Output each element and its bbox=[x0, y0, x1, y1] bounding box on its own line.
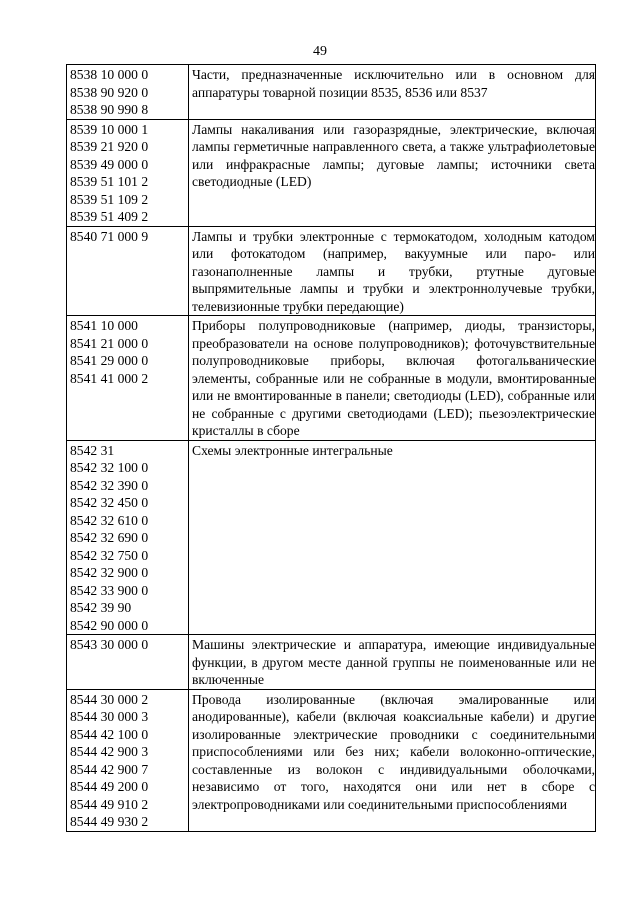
description-text: Лампы и трубки электронные с термокатодом, холодным катодом или фотокатодом (например, вакуумные или паро- или газонаполненные лампы и трубки, ртутные дуговые выпрямительные лампы и трубки и электроннолучевые трубки, телевизионные трубки передающие) bbox=[192, 228, 595, 314]
code-item: 8538 90 920 0 bbox=[70, 84, 149, 100]
description-cell bbox=[189, 689, 596, 831]
code-item: 8539 10 000 1 bbox=[70, 121, 149, 137]
description-text: Машины электрические и аппаратура, имеющие индивидуальные функции, в другом месте данной группы не поименованные или не включенные bbox=[192, 637, 595, 687]
code-item: 8544 49 200 0 bbox=[70, 779, 149, 794]
page-number: 49 bbox=[313, 44, 327, 59]
code-item: 8542 32 100 0 bbox=[70, 460, 149, 475]
description-cell bbox=[189, 226, 596, 316]
code-item: 8542 33 900 0 bbox=[70, 582, 149, 598]
code-cell bbox=[67, 65, 189, 120]
code-item: 8544 30 000 2 bbox=[70, 691, 149, 707]
table-row bbox=[67, 689, 596, 831]
table-row bbox=[67, 316, 596, 441]
code-item: 8541 29 000 0 bbox=[70, 353, 149, 368]
code-item: 8542 32 390 0 bbox=[70, 477, 149, 493]
code-item: 8541 10 000 bbox=[70, 318, 138, 333]
code-item: 8544 42 900 3 bbox=[70, 744, 149, 759]
code-cell bbox=[67, 316, 189, 441]
tariff-code-table bbox=[66, 64, 596, 832]
code-item: 8539 21 920 0 bbox=[70, 139, 149, 154]
code-item: 8542 90 000 0 bbox=[70, 617, 149, 633]
code-item: 8539 49 000 0 bbox=[70, 156, 149, 172]
code-item: 8544 49 910 2 bbox=[70, 796, 149, 812]
code-item: 8542 32 900 0 bbox=[70, 565, 149, 580]
description-text: Части, предназначенные исключительно или в основном для аппаратуры товарной позиции 8535, 8536 или 8537 bbox=[192, 67, 595, 100]
table-row bbox=[67, 226, 596, 316]
code-item: 8539 51 109 2 bbox=[70, 191, 149, 207]
code-cell bbox=[67, 226, 189, 316]
description-cell bbox=[189, 119, 596, 226]
description-text: Приборы полупроводниковые (например, диоды, транзисторы, преобразователи на основе полупроводников); фоточувствительные полупроводниковые приборы, включая фотогальванические элементы, собранные или не собранные в модули, вмонтированные или не вмонтированные в панели; светодиоды (LED), собранные или не собранные с другими светодиодами (LED); пьезоэлектрические кристаллы в сборе bbox=[192, 318, 595, 438]
code-item: 8542 32 690 0 bbox=[70, 530, 149, 545]
code-item: 8542 32 610 0 bbox=[70, 512, 149, 528]
code-item: 8542 31 bbox=[70, 442, 115, 458]
code-cell bbox=[67, 440, 189, 635]
code-cell bbox=[67, 119, 189, 226]
code-item: 8541 21 000 0 bbox=[70, 335, 149, 351]
description-cell bbox=[189, 635, 596, 690]
description-cell bbox=[189, 65, 596, 120]
code-item: 8544 42 100 0 bbox=[70, 726, 149, 742]
description-text: Провода изолированные (включая эмалированные или анодированные), кабели (включая коаксиальные кабели) и другие изолированные электрические проводники с соединительными приспособлениями или без них; кабели волоконно-оптические, составленные из волокон с индивидуальными оболочками, независимо от того, находятся они или нет в сборе с электропроводниками или соединительными приспособлениями bbox=[192, 691, 595, 812]
code-cell bbox=[67, 689, 189, 831]
code-item: 8544 42 900 7 bbox=[70, 761, 149, 777]
code-item: 8542 32 450 0 bbox=[70, 495, 149, 510]
table-row bbox=[67, 440, 596, 635]
code-item: 8540 71 000 9 bbox=[70, 228, 149, 244]
code-item: 8538 10 000 0 bbox=[70, 67, 149, 82]
table-row bbox=[67, 635, 596, 690]
code-item: 8543 30 000 0 bbox=[70, 637, 149, 652]
code-item: 8544 49 930 2 bbox=[70, 814, 149, 829]
table-row bbox=[67, 65, 596, 120]
code-item: 8541 41 000 2 bbox=[70, 370, 149, 386]
code-item: 8544 30 000 3 bbox=[70, 709, 149, 724]
table-row bbox=[67, 119, 596, 226]
code-item: 8538 90 990 8 bbox=[70, 102, 149, 117]
code-item: 8539 51 409 2 bbox=[70, 209, 149, 224]
code-item: 8539 51 101 2 bbox=[70, 174, 149, 189]
description-text: Схемы электронные интегральные bbox=[192, 442, 393, 458]
code-item: 8542 39 90 bbox=[70, 600, 132, 615]
code-item: 8542 32 750 0 bbox=[70, 547, 149, 563]
code-cell bbox=[67, 635, 189, 690]
description-text: Лампы накаливания или газоразрядные, электрические, включая лампы герметичные направленного света, а также ультрафиолетовые или инфракрасные лампы; дуговые лампы; источники света светодиодные (LED) bbox=[192, 121, 595, 189]
description-cell bbox=[189, 440, 596, 635]
description-cell bbox=[189, 316, 596, 441]
